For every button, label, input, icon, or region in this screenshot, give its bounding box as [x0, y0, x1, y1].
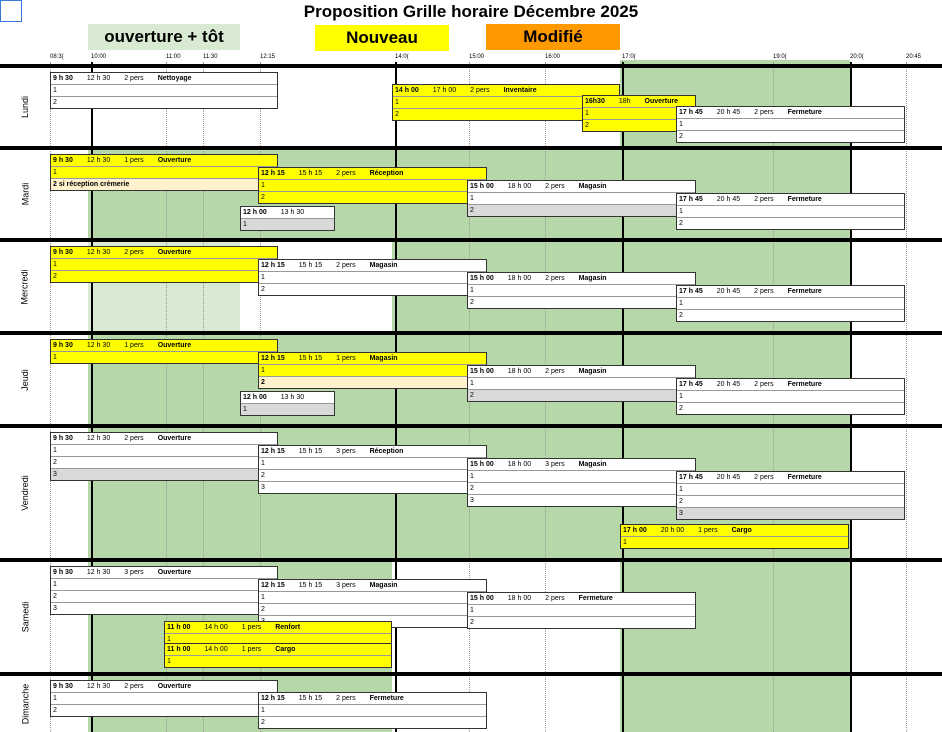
- time-tick: 10:00: [91, 54, 107, 60]
- shift-header: [51, 567, 277, 579]
- shift-block[interactable]: [240, 391, 335, 416]
- shift-role: Magasin: [578, 461, 607, 468]
- shift-role: Fermeture: [787, 381, 822, 388]
- shift-end: 15 h 15: [298, 582, 323, 589]
- shift-staff-count: 2 pers: [470, 87, 490, 94]
- shift-slot[interactable]: 3: [677, 508, 904, 519]
- shift-role: Inventaire: [503, 87, 537, 94]
- shift-end: 12 h 30: [86, 157, 111, 164]
- shift-slot[interactable]: 1: [51, 259, 277, 271]
- shift-end: 20 h 45: [716, 474, 741, 481]
- shift-role: Ouverture: [157, 249, 192, 256]
- shift-staff-count: 1 pers: [336, 355, 356, 362]
- shift-end: 15 h 15: [298, 448, 323, 455]
- shift-slot[interactable]: 1: [51, 85, 277, 97]
- shift-block[interactable]: [467, 180, 696, 217]
- shift-header: [241, 392, 334, 404]
- legend-new: Nouveau: [315, 25, 449, 51]
- shift-slot[interactable]: 2: [468, 390, 695, 401]
- shift-slot[interactable]: 2: [261, 719, 265, 726]
- shift-slot[interactable]: 2: [53, 707, 57, 714]
- shift-end: 14 h 00: [204, 624, 228, 631]
- shift-header: [677, 194, 904, 206]
- shift-slot[interactable]: 1: [259, 365, 486, 377]
- shift-start: 17 h 45: [679, 196, 703, 203]
- day-label-cell: [0, 562, 50, 672]
- shift-slot[interactable]: 2: [679, 405, 683, 412]
- shift-role: Ouverture: [157, 342, 192, 349]
- shift-slot[interactable]: 3: [53, 605, 57, 612]
- shift-end: 18h: [618, 98, 631, 105]
- shift-slot[interactable]: 1: [165, 656, 391, 667]
- shift-end: 13 h 30: [280, 394, 305, 401]
- shift-role: Magasin: [369, 355, 398, 362]
- shift-end: 15 h 15: [298, 695, 323, 702]
- shift-slot[interactable]: 1: [165, 634, 391, 645]
- shift-role: Fermeture: [787, 109, 822, 116]
- shift-slot[interactable]: 2: [259, 377, 486, 388]
- legend-modified: Modifié: [486, 24, 620, 50]
- shift-end: 12 h 30: [86, 75, 111, 82]
- shift-role: Ouverture: [644, 98, 679, 105]
- shift-slot[interactable]: 2: [468, 205, 695, 216]
- shift-end: 15 h 15: [298, 355, 323, 362]
- shift-staff-count: 1 pers: [698, 527, 718, 534]
- shift-header: [677, 472, 904, 484]
- shift-role: Ouverture: [157, 435, 192, 442]
- shift-start: 15 h 00: [470, 595, 494, 602]
- shift-staff-count: 1 pers: [241, 624, 262, 631]
- shift-staff-count: 2 pers: [336, 262, 356, 269]
- shift-role: Cargo: [275, 646, 296, 653]
- shift-block[interactable]: [676, 193, 905, 230]
- shift-role: Magasin: [578, 275, 607, 282]
- shift-role: Ouverture: [157, 157, 192, 164]
- shift-staff-count: 3 pers: [336, 448, 356, 455]
- shift-start: 15 h 00: [470, 461, 494, 468]
- shift-header: [51, 433, 277, 445]
- shift-slot[interactable]: 1: [259, 272, 486, 284]
- shift-slot[interactable]: 2: [679, 312, 683, 319]
- shift-start: 12 h 00: [243, 209, 267, 216]
- shift-end: 20 h 45: [716, 109, 741, 116]
- shift-block[interactable]: [50, 566, 278, 615]
- shift-slot[interactable]: 1: [259, 458, 486, 470]
- shift-end: 20 h 45: [716, 196, 741, 203]
- shift-block[interactable]: [164, 643, 392, 668]
- shift-block[interactable]: [467, 592, 696, 629]
- day-label: Mercredi: [19, 268, 30, 305]
- day-label-cell: [0, 242, 50, 331]
- shift-staff-count: 2 pers: [124, 683, 144, 690]
- shift-block[interactable]: [676, 106, 905, 143]
- shift-slot[interactable]: 2: [261, 286, 265, 293]
- shift-block[interactable]: [50, 246, 278, 283]
- day-label-cell: [0, 335, 50, 424]
- shift-slot[interactable]: 1: [677, 119, 904, 131]
- shift-staff-count: 2 pers: [754, 196, 774, 203]
- shift-staff-count: 3 pers: [545, 461, 565, 468]
- shift-block[interactable]: [467, 365, 696, 402]
- shift-end: 12 h 30: [86, 342, 111, 349]
- shift-staff-count: 2 pers: [124, 75, 144, 82]
- shift-staff-count: 2 pers: [545, 368, 565, 375]
- shift-start: 12 h 00: [243, 394, 267, 401]
- shift-slot[interactable]: 2: [583, 120, 695, 131]
- shift-role: Fermeture: [578, 595, 613, 602]
- shift-slot[interactable]: 2: [470, 299, 474, 306]
- shift-end: 18 h 00: [507, 595, 532, 602]
- shift-staff-count: 2 pers: [124, 249, 144, 256]
- shift-start: 12 h 15: [261, 170, 285, 177]
- shift-header: [468, 181, 695, 193]
- shift-slot[interactable]: 1: [621, 537, 848, 548]
- shift-header: [621, 525, 848, 537]
- day-label-cell: [0, 676, 50, 732]
- shift-start: 17 h 45: [679, 474, 703, 481]
- shift-slot[interactable]: 2: [468, 483, 695, 495]
- shift-slot[interactable]: 2: [51, 457, 277, 469]
- shift-header: [468, 273, 695, 285]
- shift-header: [241, 207, 334, 219]
- shift-staff-count: 2 pers: [545, 595, 565, 602]
- shift-role: Magasin: [369, 262, 398, 269]
- shift-end: 18 h 00: [507, 368, 532, 375]
- shift-slot[interactable]: 1: [259, 592, 486, 604]
- shift-slot[interactable]: 2: [393, 109, 619, 120]
- shift-slot[interactable]: 1: [677, 206, 904, 218]
- shift-start: 15 h 00: [470, 275, 494, 282]
- shift-start: 17 h 00: [623, 527, 647, 534]
- shift-slot[interactable]: 1: [241, 219, 334, 230]
- time-tick: 17:0(: [622, 54, 636, 60]
- shift-end: 20 h 00: [660, 527, 685, 534]
- shift-slot[interactable]: 1: [51, 352, 277, 363]
- shift-block[interactable]: [258, 692, 487, 729]
- shift-end: 18 h 00: [507, 461, 532, 468]
- shift-header: [259, 260, 486, 272]
- shift-slot[interactable]: 1: [468, 193, 695, 205]
- shift-staff-count: 1 pers: [124, 157, 144, 164]
- shift-staff-count: 2 pers: [124, 435, 144, 442]
- time-tick: 11:00: [166, 54, 181, 60]
- shift-block[interactable]: [50, 432, 278, 481]
- shift-slot[interactable]: 2: [677, 496, 904, 508]
- shift-header: [259, 353, 486, 365]
- grid-line: [395, 62, 397, 732]
- time-tick: 19:0(: [773, 54, 787, 60]
- shift-staff-count: 2 pers: [545, 183, 565, 190]
- shift-start: 12 h 15: [261, 355, 285, 362]
- shift-role: Ouverture: [157, 683, 192, 690]
- shift-role: Fermeture: [787, 196, 822, 203]
- shift-start: 9 h 30: [53, 75, 73, 82]
- shift-slot[interactable]: 2: [259, 192, 486, 203]
- shift-slot[interactable]: 2: [259, 604, 486, 616]
- shift-header: [259, 580, 486, 592]
- shift-staff-count: 1 pers: [124, 342, 144, 349]
- shift-slot[interactable]: 3: [51, 469, 277, 480]
- time-tick: 12:15: [260, 54, 276, 60]
- time-tick: 14:0(: [395, 54, 409, 60]
- shift-start: 17 h 45: [679, 288, 703, 295]
- shift-slot[interactable]: 1: [51, 693, 277, 705]
- shift-start: 9 h 30: [53, 435, 73, 442]
- shift-role: Magasin: [369, 582, 398, 589]
- time-tick: 16:00: [545, 54, 561, 60]
- shift-role: Magasin: [578, 368, 607, 375]
- shift-slot[interactable]: 1: [677, 484, 904, 496]
- shift-staff-count: 1 pers: [241, 646, 262, 653]
- shift-slot[interactable]: 2 si réception crèmerie: [51, 179, 277, 190]
- shift-slot[interactable]: 1: [241, 404, 334, 415]
- legend-early-opening: ouverture + tôt: [88, 24, 240, 50]
- shift-block[interactable]: [467, 458, 696, 507]
- day-separator: [0, 331, 942, 335]
- shift-start: 12 h 15: [261, 262, 285, 269]
- shift-staff-count: 2 pers: [754, 474, 774, 481]
- shift-start: 9 h 30: [53, 683, 73, 690]
- shift-slot[interactable]: 3: [261, 484, 265, 491]
- shift-staff-count: 2 pers: [545, 275, 565, 282]
- shift-slot[interactable]: 1: [677, 298, 904, 310]
- time-tick: 08:3(: [50, 54, 64, 60]
- shift-block[interactable]: [467, 272, 696, 309]
- shift-header: [51, 681, 277, 693]
- shift-slot[interactable]: 1: [468, 471, 695, 483]
- day-label-cell: [0, 150, 50, 238]
- shift-start: 16h30: [585, 98, 605, 105]
- shift-start: 12 h 15: [261, 582, 285, 589]
- shift-slot[interactable]: 2: [51, 591, 277, 603]
- shift-slot[interactable]: 1: [51, 579, 277, 591]
- shift-start: 17 h 45: [679, 381, 703, 388]
- shift-role: Ouverture: [157, 569, 192, 576]
- shift-staff-count: 2 pers: [336, 695, 356, 702]
- shift-header: [677, 286, 904, 298]
- shift-start: 15 h 00: [470, 368, 494, 375]
- day-label-cell: [0, 68, 50, 146]
- shift-end: 20 h 45: [716, 381, 741, 388]
- shift-end: 20 h 45: [716, 288, 741, 295]
- shift-start: 12 h 15: [261, 695, 285, 702]
- shift-block[interactable]: [676, 378, 905, 415]
- shift-block[interactable]: [50, 680, 278, 717]
- time-tick: 20:0(: [850, 54, 864, 60]
- shift-header: [51, 340, 277, 352]
- shift-end: 12 h 30: [86, 249, 111, 256]
- shift-header: [259, 693, 486, 705]
- shift-block[interactable]: [258, 167, 487, 204]
- shift-start: 12 h 15: [261, 448, 285, 455]
- day-label: Jeudi: [19, 368, 30, 391]
- shift-end: 13 h 30: [280, 209, 305, 216]
- shift-start: 15 h 00: [470, 183, 494, 190]
- shift-block[interactable]: [50, 339, 278, 364]
- shift-header: [677, 379, 904, 391]
- grid-line: [906, 62, 907, 732]
- shift-block[interactable]: [258, 352, 487, 389]
- shift-role: Réception: [369, 170, 404, 177]
- day-label-cell: [0, 428, 50, 558]
- shift-block[interactable]: [676, 471, 905, 520]
- shift-slot[interactable]: 1: [468, 378, 695, 390]
- shift-block[interactable]: [620, 524, 849, 549]
- shift-header: [677, 107, 904, 119]
- shift-role: Renfort: [275, 624, 301, 631]
- shift-staff-count: 2 pers: [754, 288, 774, 295]
- shift-role: Nettoyage: [157, 75, 192, 82]
- shift-end: 12 h 30: [86, 435, 111, 442]
- shift-block[interactable]: [240, 206, 335, 231]
- day-separator: [0, 558, 942, 562]
- day-separator: [0, 672, 942, 676]
- shift-start: 17 h 45: [679, 109, 703, 116]
- shift-header: [51, 73, 277, 85]
- shift-start: 11 h 00: [167, 624, 191, 631]
- shift-slot[interactable]: 1: [393, 97, 619, 109]
- day-label: Lundi: [20, 95, 30, 119]
- shift-end: 15 h 15: [298, 170, 323, 177]
- day-separator: [0, 64, 942, 68]
- shift-start: 14 h 00: [395, 87, 419, 94]
- shift-slot[interactable]: 1: [259, 180, 486, 192]
- shift-slot[interactable]: 1: [259, 705, 486, 717]
- shift-end: 15 h 15: [298, 262, 323, 269]
- time-tick: 11:30: [203, 54, 218, 60]
- shift-slot[interactable]: 2: [53, 99, 57, 106]
- shift-block[interactable]: [50, 72, 278, 109]
- shift-staff-count: 3 pers: [124, 569, 144, 576]
- shift-slot[interactable]: 1: [468, 285, 695, 297]
- shift-end: 12 h 30: [86, 569, 111, 576]
- day-separator: [0, 424, 942, 428]
- shift-role: Magasin: [578, 183, 607, 190]
- shift-end: 14 h 00: [204, 646, 228, 653]
- shift-start: 9 h 30: [53, 342, 73, 349]
- shift-staff-count: 2 pers: [754, 381, 774, 388]
- shift-slot[interactable]: 2: [679, 133, 683, 140]
- shift-end: 18 h 00: [507, 275, 532, 282]
- shift-header: [259, 168, 486, 180]
- shift-start: 9 h 30: [53, 157, 73, 164]
- time-tick: 15:00: [469, 54, 485, 60]
- shift-block[interactable]: [676, 285, 905, 322]
- shift-staff-count: 2 pers: [336, 170, 356, 177]
- shift-end: 17 h 00: [432, 87, 457, 94]
- shift-header: [165, 622, 391, 634]
- shift-block[interactable]: [258, 259, 487, 296]
- shift-start: 11 h 00: [167, 646, 191, 653]
- shift-slot[interactable]: 3: [470, 497, 474, 504]
- shift-slot[interactable]: 2: [679, 220, 683, 227]
- day-separator: [0, 146, 942, 150]
- day-label: Dimanche: [20, 683, 30, 725]
- day-label: Samedi: [19, 601, 30, 633]
- shift-slot[interactable]: 1: [51, 445, 277, 457]
- shift-staff-count: 2 pers: [754, 109, 774, 116]
- shift-header: [165, 644, 391, 656]
- shift-role: Fermeture: [369, 695, 404, 702]
- shift-slot[interactable]: 2: [51, 271, 277, 282]
- shift-slot[interactable]: 1: [468, 605, 695, 617]
- shift-role: Réception: [369, 448, 404, 455]
- shift-end: 18 h 00: [507, 183, 532, 190]
- shift-header: [468, 366, 695, 378]
- shift-start: 9 h 30: [53, 249, 73, 256]
- shift-start: 9 h 30: [53, 569, 73, 576]
- shift-slot[interactable]: 1: [583, 108, 695, 120]
- shift-header: [259, 446, 486, 458]
- shift-slot[interactable]: 2: [470, 619, 474, 626]
- page-title: Proposition Grille horaire Décembre 2025: [303, 2, 639, 21]
- shift-staff-count: 3 pers: [336, 582, 356, 589]
- shift-header: [468, 459, 695, 471]
- shift-block[interactable]: [258, 445, 487, 494]
- shift-role: Fermeture: [787, 474, 822, 481]
- shift-slot[interactable]: 2: [259, 470, 486, 482]
- day-label: Vendredi: [20, 475, 30, 511]
- shift-slot[interactable]: 1: [677, 391, 904, 403]
- shift-header: [468, 593, 695, 605]
- day-separator: [0, 238, 942, 242]
- shift-end: 12 h 30: [86, 683, 111, 690]
- shift-role: Fermeture: [787, 288, 822, 295]
- shift-header: [51, 247, 277, 259]
- shift-slot[interactable]: 1: [51, 167, 277, 179]
- time-tick: 20:45: [906, 54, 922, 60]
- day-label: Mardi: [19, 182, 30, 206]
- shift-block[interactable]: [50, 154, 278, 191]
- shift-header: [51, 155, 277, 167]
- shift-role: Cargo: [731, 527, 752, 534]
